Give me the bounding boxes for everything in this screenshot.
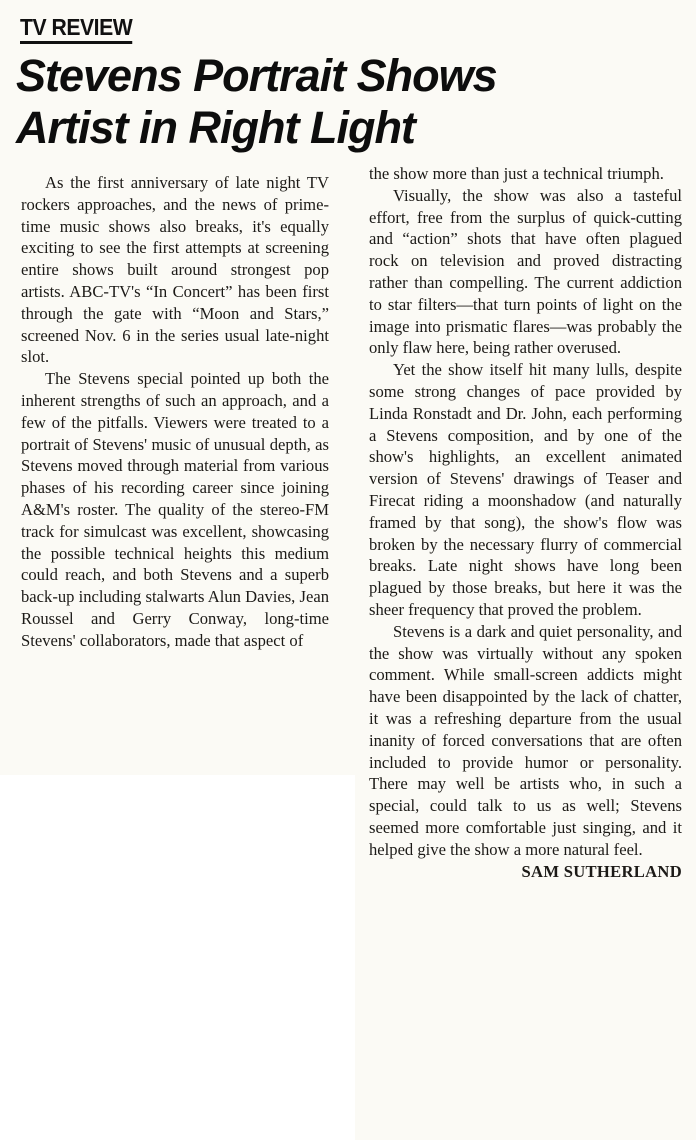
headline-line-2: Artist in Right Light: [16, 102, 415, 153]
paragraph: As the first anniversary of late night TV rockers approaches, and the news of prime-time music shows also breaks, it's equally exciting to see the first attempts at screening entire shows built around strongest pop artists. ABC-TV's “In Concert” has been first through the gate with “Moon and Stars,” screened Nov. 6 in the series usual late-night slot.: [21, 173, 329, 367]
paragraph-continued: the show more than just a technical triumph.: [369, 164, 664, 183]
right-column: [369, 163, 682, 882]
headline-line-1: Stevens Portrait Shows: [16, 50, 497, 101]
paragraph: The Stevens special pointed up both the inherent strengths of such an approach, and a few of the pitfalls. Viewers were treated to a portrait of Stevens' music of unusual depth, as Stevens moved through material from various phases of his recording career since joining A&M's roster. The quality of the stereo-FM track for simulcast was excellent, showcasing the possible technical heights this medium could reach, and both Stevens and a superb back-up including stalwarts Alun Davies, Jean Roussel and Gerry Conway, long-time Stevens' collaborators, made that aspect of: [21, 369, 329, 650]
left-column: [21, 172, 329, 652]
paragraph: Visually, the show was also a tasteful effort, free from the surplus of quick-cutting and “action” shots that have often plagued rock on television and proved distracting rather than compelling. The current addiction to star filters—that turn points of light on the image into prismatic flares—was probably the only flaw here, being rather overused.: [369, 185, 682, 358]
section-label: TV REVIEW: [20, 14, 132, 44]
paragraph: Yet the show itself hit many lulls, despite some strong changes of pace provided by Linda Ronstadt and Dr. John, each performing a Stevens composition, and by one of the show's highlights, an excellent animated version of Stevens' drawings of Teaser and Firecat riding a moonshadow (and naturally framed by that song), the show's flow was broken by the necessary flurry of commercial breaks. Late night shows have long been plagued by those breaks, but here it was the sheer frequency that proved the problem.: [369, 360, 682, 619]
paragraph: Stevens is a dark and quiet personality, and the show was virtually without any spoken comment. While small-screen addicts might have been disappointed by the lack of chatter, it was a refreshing departure from the usual inanity of forced conversations that are often included to provide humor or personality. There may well be artists who, in such a special, could talk to us as well; Stevens seemed more comfortable just singing, and it helped give the show a more natural feel.: [369, 621, 682, 859]
byline: SAM SUTHERLAND: [521, 861, 682, 881]
headline: [16, 50, 696, 154]
